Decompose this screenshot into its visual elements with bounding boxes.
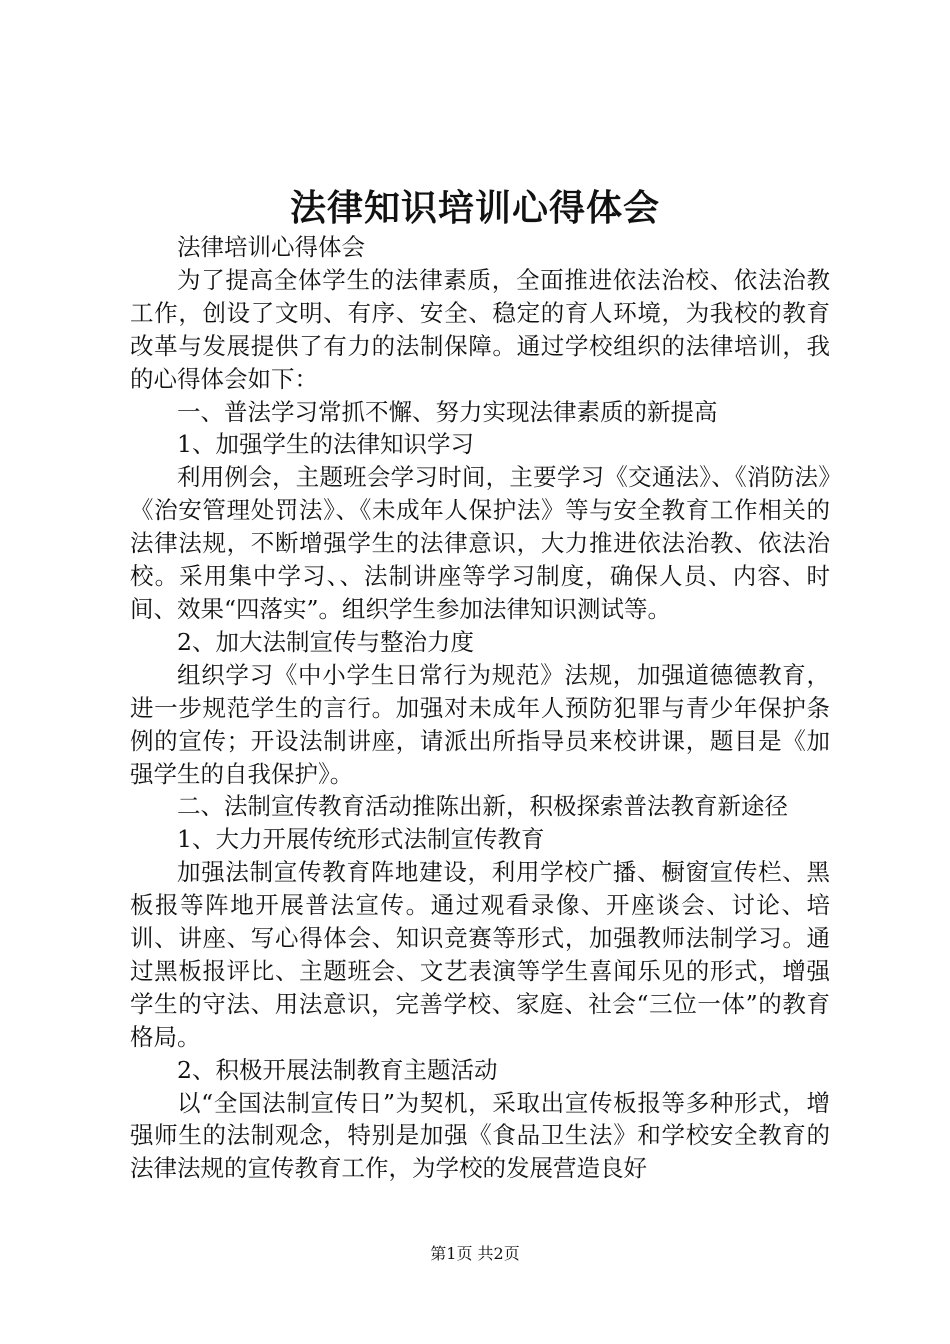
- document-title: 法律知识培训心得体会: [289, 187, 660, 229]
- paragraph-2-1: 加强法制宣传教育阵地建设，利用学校广播、橱窗宣传栏、黑板报等阵地开展普法宣传。通过观看录像、开座谈会、讨论、培训、讲座、写心得体会、知识竞赛等形式，加强教师法制学习。通过黑板报评比、主题班会、文艺表演等学生喜闻乐见的形式，增强学生的守法、用法意识，完善学校、家庭、社会“三位一体”的教育格局。: [130, 858, 830, 1051]
- document-body: [130, 231, 830, 1185]
- subsection-heading-2-1: 1、大力开展传统形式法制宣传教育: [177, 825, 545, 854]
- page-number: 第1页 共2页: [430, 1244, 520, 1263]
- section-heading-1: 一、普法学习常抓不懈、努力实现法律素质的新提高: [177, 397, 718, 426]
- paragraph-2-2: 以“全国法制宣传日”为契机，采取出宣传板报等多种形式，增强师生的法制观念，特别是加强《食品卫生法》和学校安全教育的法律法规的宣传教育工作，为学校的发展营造良好: [130, 1088, 830, 1183]
- section-heading-2: 二、法制宣传教育活动推陈出新，积极探索普法教育新途径: [177, 792, 788, 821]
- paragraph-1-2: 组织学习《中小学生日常行为规范》法规，加强道德德教育，进一步规范学生的言行。加强对未成年人预防犯罪与青少年保护条例的宣传；开设法制讲座，请派出所指导员来校讲课，题目是《加强学生的自我保护》。: [130, 660, 830, 788]
- paragraph-subtitle: 法律培训心得体会: [177, 233, 365, 261]
- paragraph-intro: 为了提高全体学生的法律素质，全面推进依法治校、依法治教工作，创设了文明、有序、安全、稳定的育人环境，为我校的教育改革与发展提供了有力的法制保障。通过学校组织的法律培训，我的心得体会如下：: [130, 265, 830, 393]
- subsection-heading-2-2: 2、积极开展法制教育主题活动: [177, 1055, 498, 1084]
- subsection-heading-1-1: 1、加强学生的法律知识学习: [177, 430, 474, 459]
- paragraph-1-1: 利用例会，主题班会学习时间，主要学习《交通法》、《消防法》《治安管理处罚法》、《未成年人保护法》等与安全教育工作相关的法律法规，不断增强学生的法律意识，大力推进依法治教、依法治校。采用集中学习、、法制讲座等学习制度，确保人员、内容、时间、效果“四落实”。组织学生参加法律知识测试等。: [130, 463, 830, 623]
- subsection-heading-1-2: 2、加大法制宣传与整治力度: [177, 627, 474, 656]
